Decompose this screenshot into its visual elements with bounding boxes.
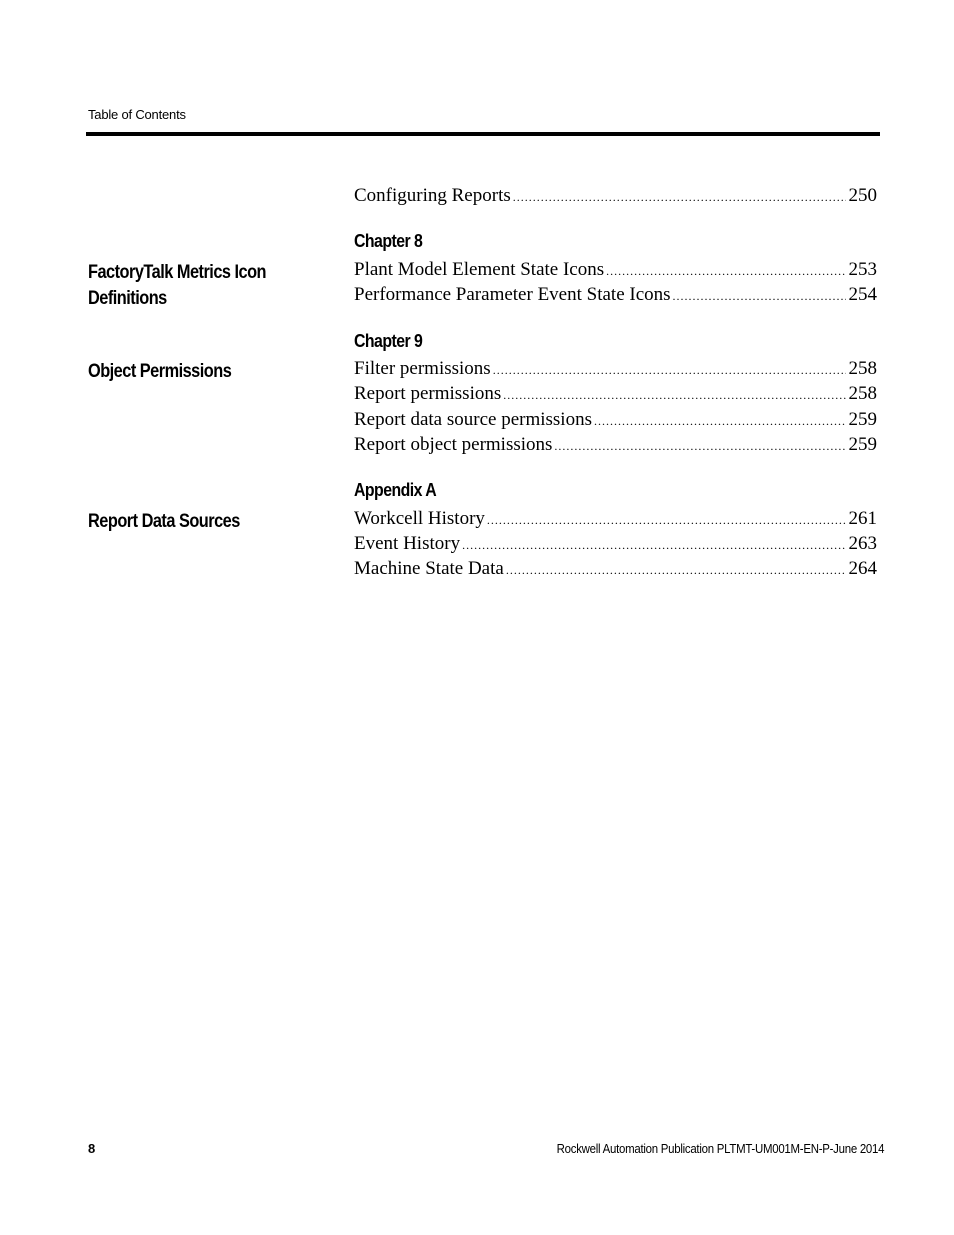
dot-leader: [673, 285, 846, 307]
toc-entry-title: Report permissions: [354, 383, 502, 404]
toc-entry[interactable]: [354, 259, 877, 282]
toc-entry[interactable]: [354, 558, 877, 581]
toc-entry-title: Event History: [354, 533, 461, 554]
toc-entry[interactable]: [354, 284, 877, 307]
dot-leader: [594, 410, 846, 432]
toc-entry[interactable]: [354, 185, 877, 208]
toc-entry[interactable]: [354, 358, 877, 381]
chapter-title: FactoryTalk Metrics Icon Definitions: [88, 262, 267, 309]
toc-entry-page: 259: [848, 434, 877, 455]
toc-entry-title: Workcell History: [354, 508, 485, 529]
toc-entry-page: 259: [848, 409, 877, 430]
toc-entry-title: Report object permissions: [354, 434, 553, 455]
toc-entry-title: Configuring Reports: [354, 185, 511, 206]
dot-leader: [462, 534, 845, 556]
toc-entry-page: 250: [848, 185, 877, 206]
dot-leader: [606, 260, 845, 282]
toc-entry[interactable]: [354, 409, 877, 432]
dot-leader: [554, 435, 845, 457]
chapter-label: Chapter 8: [354, 231, 423, 251]
dot-leader: [487, 509, 846, 531]
toc-entry-page: 258: [848, 358, 877, 379]
chapter-label: Chapter 9: [354, 331, 423, 351]
toc-entry-page: 254: [848, 284, 877, 305]
toc-entry[interactable]: [354, 383, 877, 406]
page-number: 8: [88, 1141, 96, 1156]
publication-info: Rockwell Automation Publication PLTMT-UM001M-EN-P-June 2014: [556, 1141, 884, 1156]
toc-entry-title: Machine State Data: [354, 558, 504, 579]
toc-entry[interactable]: [354, 533, 877, 556]
toc-entry[interactable]: [354, 434, 877, 457]
toc-entry-title: Filter permissions: [354, 358, 491, 379]
header-rule: [86, 132, 880, 136]
toc-entry[interactable]: [354, 508, 877, 531]
toc-entry-title: Plant Model Element State Icons: [354, 259, 605, 280]
toc-entry-title: Report data source permissions: [354, 409, 592, 430]
dot-leader: [513, 186, 846, 208]
toc-entry-page: 264: [848, 558, 877, 579]
toc-entry-page: 258: [848, 383, 877, 404]
running-header: Table of Contents: [88, 107, 186, 122]
dot-leader: [493, 359, 846, 381]
dot-leader: [506, 559, 846, 581]
chapter-title: Object Permissions: [88, 361, 232, 382]
chapter-title: Report Data Sources: [88, 511, 240, 532]
toc-entry-page: 253: [848, 259, 877, 280]
toc-entry-page: 261: [848, 508, 877, 529]
chapter-label: Appendix A: [354, 480, 437, 500]
toc-entry-page: 263: [848, 533, 877, 554]
toc-entry-title: Performance Parameter Event State Icons: [354, 284, 671, 305]
dot-leader: [503, 384, 845, 406]
